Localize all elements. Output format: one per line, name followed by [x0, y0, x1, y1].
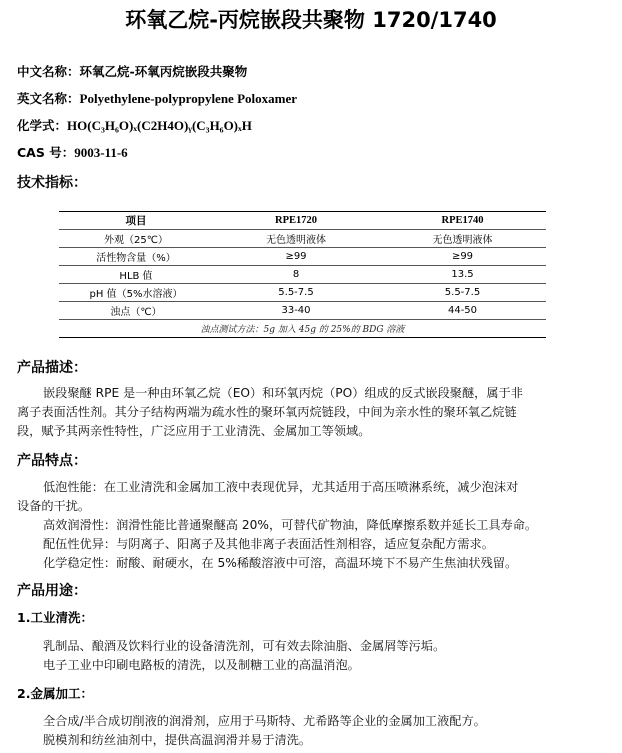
- application-line: 电子工业中印刷电路板的清洗，以及制糖工业的高温消泡。: [43, 658, 360, 672]
- features-heading: 产品特点：: [17, 453, 87, 469]
- feature-line: 低泡性能：在工业清洗和金属加工液中表现优异，尤其适用于高压喷淋系统，减少泡沫对: [43, 480, 519, 494]
- english-name-value: Polyethylene-polypropylene Poloxamer: [79, 91, 297, 106]
- cas-label: CAS 号：: [17, 145, 75, 160]
- table-cell: 13.5: [379, 266, 546, 284]
- spec-header-item: 项目: [59, 212, 213, 230]
- table-cell: HLB 值: [59, 266, 213, 284]
- spec-table-note: 浊点测试方法：5g 加入 45g 的 25%的 BDG 溶液: [200, 325, 405, 335]
- chinese-name-row: [17, 64, 247, 80]
- formula-value: HO(C₃H₆O)ₓ(C2H4O)ᵧ(C₃H₆O)ₓH: [67, 118, 252, 133]
- table-cell: 5.5-7.5: [379, 284, 546, 302]
- cas-value: 9003-11-6: [74, 145, 128, 160]
- table-row: [59, 284, 546, 302]
- metalworking-heading: 2.金属加工：: [17, 686, 93, 701]
- table-cell: 33-40: [213, 302, 379, 320]
- industrial-cleaning-paragraph: [17, 637, 607, 675]
- chinese-name-value: 环氧乙烷-环氧丙烷嵌段共聚物: [79, 64, 248, 79]
- feature-line: 设备的干扰。: [17, 499, 91, 513]
- table-cell: pH 值（5%水溶液）: [59, 284, 213, 302]
- applications-heading: 产品用途：: [17, 583, 87, 599]
- table-cell: 活性物含量（%）: [59, 248, 213, 266]
- table-row: [59, 248, 546, 266]
- spec-header-rpe1720: RPE1720: [213, 212, 379, 230]
- application-line: 乳制品、酿酒及饮料行业的设备清洗剂，可有效去除油脂、金属屑等污垢。: [43, 639, 446, 653]
- english-name-label: 英文名称：: [17, 91, 80, 106]
- table-row: [59, 302, 546, 320]
- metalworking-paragraph: [17, 712, 607, 750]
- application-line: 脱模剂和纺丝油剂中，提供高温润滑并易于清洗。: [43, 733, 312, 747]
- document-title: 环氧乙烷-丙烷嵌段共聚物 1720/1740: [125, 8, 497, 32]
- description-line: 段，赋予其两亲性特性，广泛应用于工业清洗、金属加工等领域。: [17, 424, 371, 438]
- spec-table-note-row: [59, 320, 546, 338]
- cas-row: [17, 145, 128, 161]
- description-line: 离子表面活性剂。其分子结构两端为疏水性的聚环氧丙烷链段，中间为亲水性的聚环氧乙烷链: [17, 405, 517, 419]
- table-cell: ≥99: [379, 248, 546, 266]
- industrial-cleaning-heading: 1.工业清洗：: [17, 610, 93, 625]
- table-cell: 无色透明液体: [213, 230, 379, 248]
- application-line: 全合成/半合成切削液的润滑剂，应用于马斯特、尤希路等企业的金属加工液配方。: [43, 714, 486, 728]
- table-cell: ≥99: [213, 248, 379, 266]
- feature-line: 化学稳定性：耐酸、耐硬水，在 5%稀酸溶液中可溶，高温环境下不易产生焦油状残留。: [43, 556, 518, 570]
- description-line: 嵌段聚醚 RPE 是一种由环氧乙烷（EO）和环氧丙烷（PO）组成的反式嵌段聚醚，属于非: [43, 386, 523, 400]
- formula-row: [17, 118, 252, 134]
- description-heading: 产品描述：: [17, 360, 87, 376]
- formula-label: 化学式：: [17, 118, 68, 133]
- table-row: [59, 230, 546, 248]
- spec-header-rpe1740: RPE1740: [379, 212, 546, 230]
- english-name-row: [17, 91, 297, 107]
- table-cell: 外观（25℃）: [59, 230, 213, 248]
- table-row: [59, 266, 546, 284]
- chinese-name-label: 中文名称：: [17, 64, 80, 79]
- table-cell: 浊点（℃）: [59, 302, 213, 320]
- spec-heading: 技术指标：: [17, 175, 87, 191]
- table-cell: 5.5-7.5: [213, 284, 379, 302]
- description-paragraph: [17, 384, 607, 441]
- spec-table-header-row: [59, 212, 546, 230]
- table-cell: 8: [213, 266, 379, 284]
- features-paragraph: [17, 478, 607, 573]
- feature-line: 配伍性优异：与阴离子、阳离子及其他非离子表面活性剂相容，适应复杂配方需求。: [43, 537, 494, 551]
- feature-line: 高效润滑性：润滑性能比普通聚醚高 20%，可替代矿物油，降低摩擦系数并延长工具寿命。: [43, 518, 538, 532]
- table-cell: 44-50: [379, 302, 546, 320]
- spec-table: [59, 211, 546, 338]
- table-cell: 无色透明液体: [379, 230, 546, 248]
